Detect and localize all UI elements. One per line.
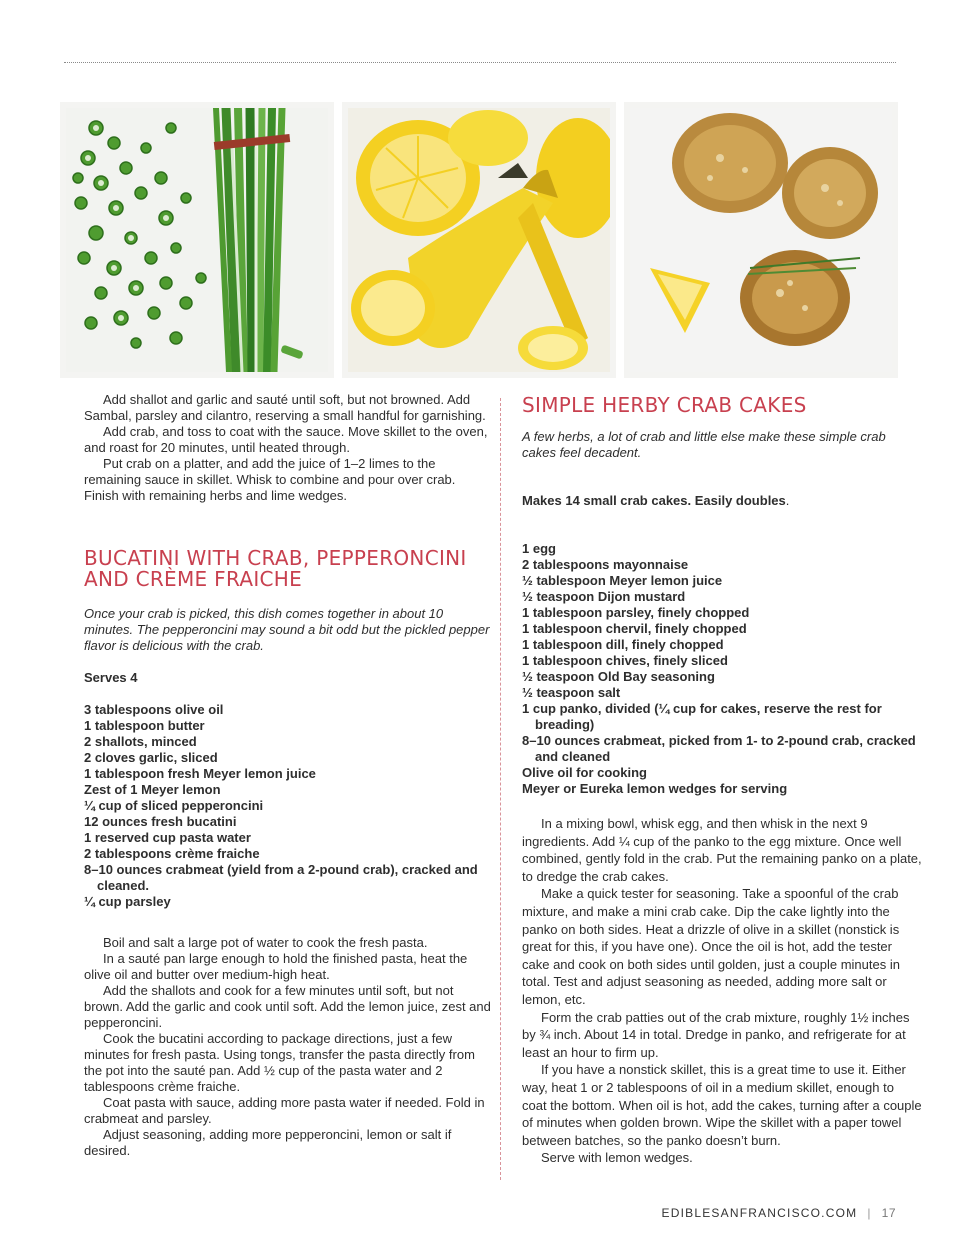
recipe-steps <box>84 935 492 1159</box>
ingredient: ½ tablespoon Meyer lemon juice <box>522 573 723 588</box>
right-column <box>522 392 922 1167</box>
step: Form the crab patties out of the crab mixture, roughly 1½ inches by ¾ inch. About 14 in total. Dredge in panko, and refrigerate for at least an hour to firm up. <box>522 1009 910 1060</box>
makes-line <box>522 493 922 509</box>
page-number: 17 <box>881 1206 896 1220</box>
recipe-intro: Once your crab is picked, this dish comes together in about 10 minutes. The pepperoncini may sound a bit odd but the pickled pepper flavor is delicious with the crab. <box>84 606 490 653</box>
lemon-squeezer-photo <box>342 102 616 378</box>
top-dotted-rule <box>64 62 896 63</box>
ingredient: Olive oil for cooking <box>522 765 647 780</box>
ingredient: ½ teaspoon salt <box>522 685 621 700</box>
step: If you have a nonstick skillet, this is a great time to use it. Either way, heat 1 or 2 tablespoons of oil in a medium skillet, enough to coat the bottom. When oil is hot, add the cakes, turning after a couple of minutes when golden brown. Wipe the skillet with a paper towel between batches, so the panko doesn’t burn. <box>522 1062 922 1148</box>
makes-text: Makes 14 small crab cakes. Easily doubles <box>522 493 786 508</box>
ingredient-list <box>84 702 492 910</box>
page-footer <box>662 1206 896 1220</box>
ingredient: Zest of 1 Meyer lemon <box>84 782 221 797</box>
recipe-title-crab-cakes: SIMPLE HERBY CRAB CAKES <box>522 393 807 417</box>
step: In a sauté pan large enough to hold the finished pasta, heat the olive oil and butter over medium-high heat. <box>84 951 468 982</box>
step: Coat pasta with sauce, adding more pasta water if needed. Fold in crabmeat and parsley. <box>84 1095 485 1126</box>
step: Serve with lemon wedges. <box>541 1150 693 1166</box>
ingredient: 2 tablespoons mayonnaise <box>522 557 689 572</box>
ingredient: 8–10 ounces crabmeat (yield from a 2-pound crab), cracked and cleaned. <box>84 862 478 893</box>
paragraph: Add crab, and toss to coat with the sauce. Move skillet to the oven, and roast for 20 minutes, until heated through. <box>84 424 488 455</box>
ingredient: Meyer or Eureka lemon wedges for serving <box>522 781 788 796</box>
ingredient: 3 tablespoons olive oil <box>84 702 224 717</box>
ingredient: ¼ cup parsley <box>84 894 171 909</box>
site-url: EDIBLESANFRANCISCO.COM <box>661 1206 858 1220</box>
ingredient-list <box>522 541 922 797</box>
step: Adjust seasoning, adding more pepperoncini, lemon or salt if desired. <box>84 1127 452 1158</box>
ingredient: ½ teaspoon Old Bay seasoning <box>522 669 715 684</box>
step: Cook the bucatini according to package directions, just a few minutes for fresh pasta. Using tongs, transfer the pasta directly from the pot into the sauté pan. Add ½ cup of the pasta water and 2 tablespoons crème fraiche. <box>84 1031 475 1094</box>
step: Add the shallots and cook for a few minutes until soft, but not brown. Add the garlic and cook until soft. Add the lemon juice, zest and pepperoncini. <box>84 983 491 1030</box>
paragraph: Add shallot and garlic and sauté until soft, but not browned. Add Sambal, parsley and cilantro, reserving a small handful for garnishing. <box>84 392 486 423</box>
ingredient: 2 cloves garlic, sliced <box>84 750 218 765</box>
ingredient: 1 reserved cup pasta water <box>84 830 251 845</box>
green-onions-photo <box>60 102 334 378</box>
left-column <box>84 392 492 1159</box>
recipe-intro: A few herbs, a lot of crab and little else make these simple crab cakes feel decadent. <box>522 429 886 460</box>
footer-separator: | <box>867 1206 872 1220</box>
recipe-title-bucatini <box>84 548 492 590</box>
column-divider <box>500 398 501 1180</box>
ingredient: 2 shallots, minced <box>84 734 197 749</box>
recipe-title-line: AND CRÈME FRAICHE <box>84 567 303 591</box>
ingredient: 8–10 ounces crabmeat, picked from 1- to 2-pound crab, cracked and cleaned <box>522 733 916 764</box>
serves-line: Serves 4 <box>84 670 138 685</box>
ingredient: 1 tablespoon fresh Meyer lemon juice <box>84 766 316 781</box>
makes-period: . <box>785 493 790 508</box>
recipe-title-line: BUCATINI WITH CRAB, PEPPERONCINI <box>84 546 467 570</box>
ingredient: 1 tablespoon chervil, finely chopped <box>522 621 747 636</box>
step: Boil and salt a large pot of water to cook the fresh pasta. <box>103 935 428 950</box>
ingredient: 1 cup panko, divided (¼ cup for cakes, reserve the rest for breading) <box>522 701 882 732</box>
recipe-steps <box>522 815 922 1167</box>
ingredient: 2 tablespoons crème fraiche <box>84 846 260 861</box>
ingredient: 1 tablespoon parsley, finely chopped <box>522 605 750 620</box>
ingredient: 1 tablespoon butter <box>84 718 205 733</box>
ingredient: 1 tablespoon dill, finely chopped <box>522 637 724 652</box>
continued-instructions <box>84 392 492 504</box>
ingredient: ¼ cup of sliced pepperoncini <box>84 798 264 813</box>
ingredient: 12 ounces fresh bucatini <box>84 814 237 829</box>
paragraph: Put crab on a platter, and add the juice of 1–2 limes to the remaining sauce in skillet. Whisk to combine and pour over crab. Finish with remaining herbs and lime wedges. <box>84 456 456 503</box>
ingredient: 1 tablespoon chives, finely sliced <box>522 653 728 668</box>
ingredient: ½ teaspoon Dijon mustard <box>522 589 686 604</box>
crab-cakes-photo <box>624 102 898 378</box>
step: In a mixing bowl, whisk egg, and then whisk in the next 9 ingredients. Add ¼ cup of the panko to the egg mixture. Once well combined, gently fold in the crab. Put the remaining panko on a plate, to dredge the crab cakes. <box>522 816 922 884</box>
ingredient: 1 egg <box>522 541 556 556</box>
step: Make a quick tester for seasoning. Take a spoonful of the crab mixture, and make a mini crab cake. Dip the cake lightly into the panko on both sides. Heat a drizzle of olive in a skillet (nonstick is great for this, if you have one). Once the oil is hot, add the tester cake and cook on both sides until golden, just a couple minutes in total. Test and adjust seasoning as needed, adding more salt or lemon, etc. <box>522 886 900 1007</box>
